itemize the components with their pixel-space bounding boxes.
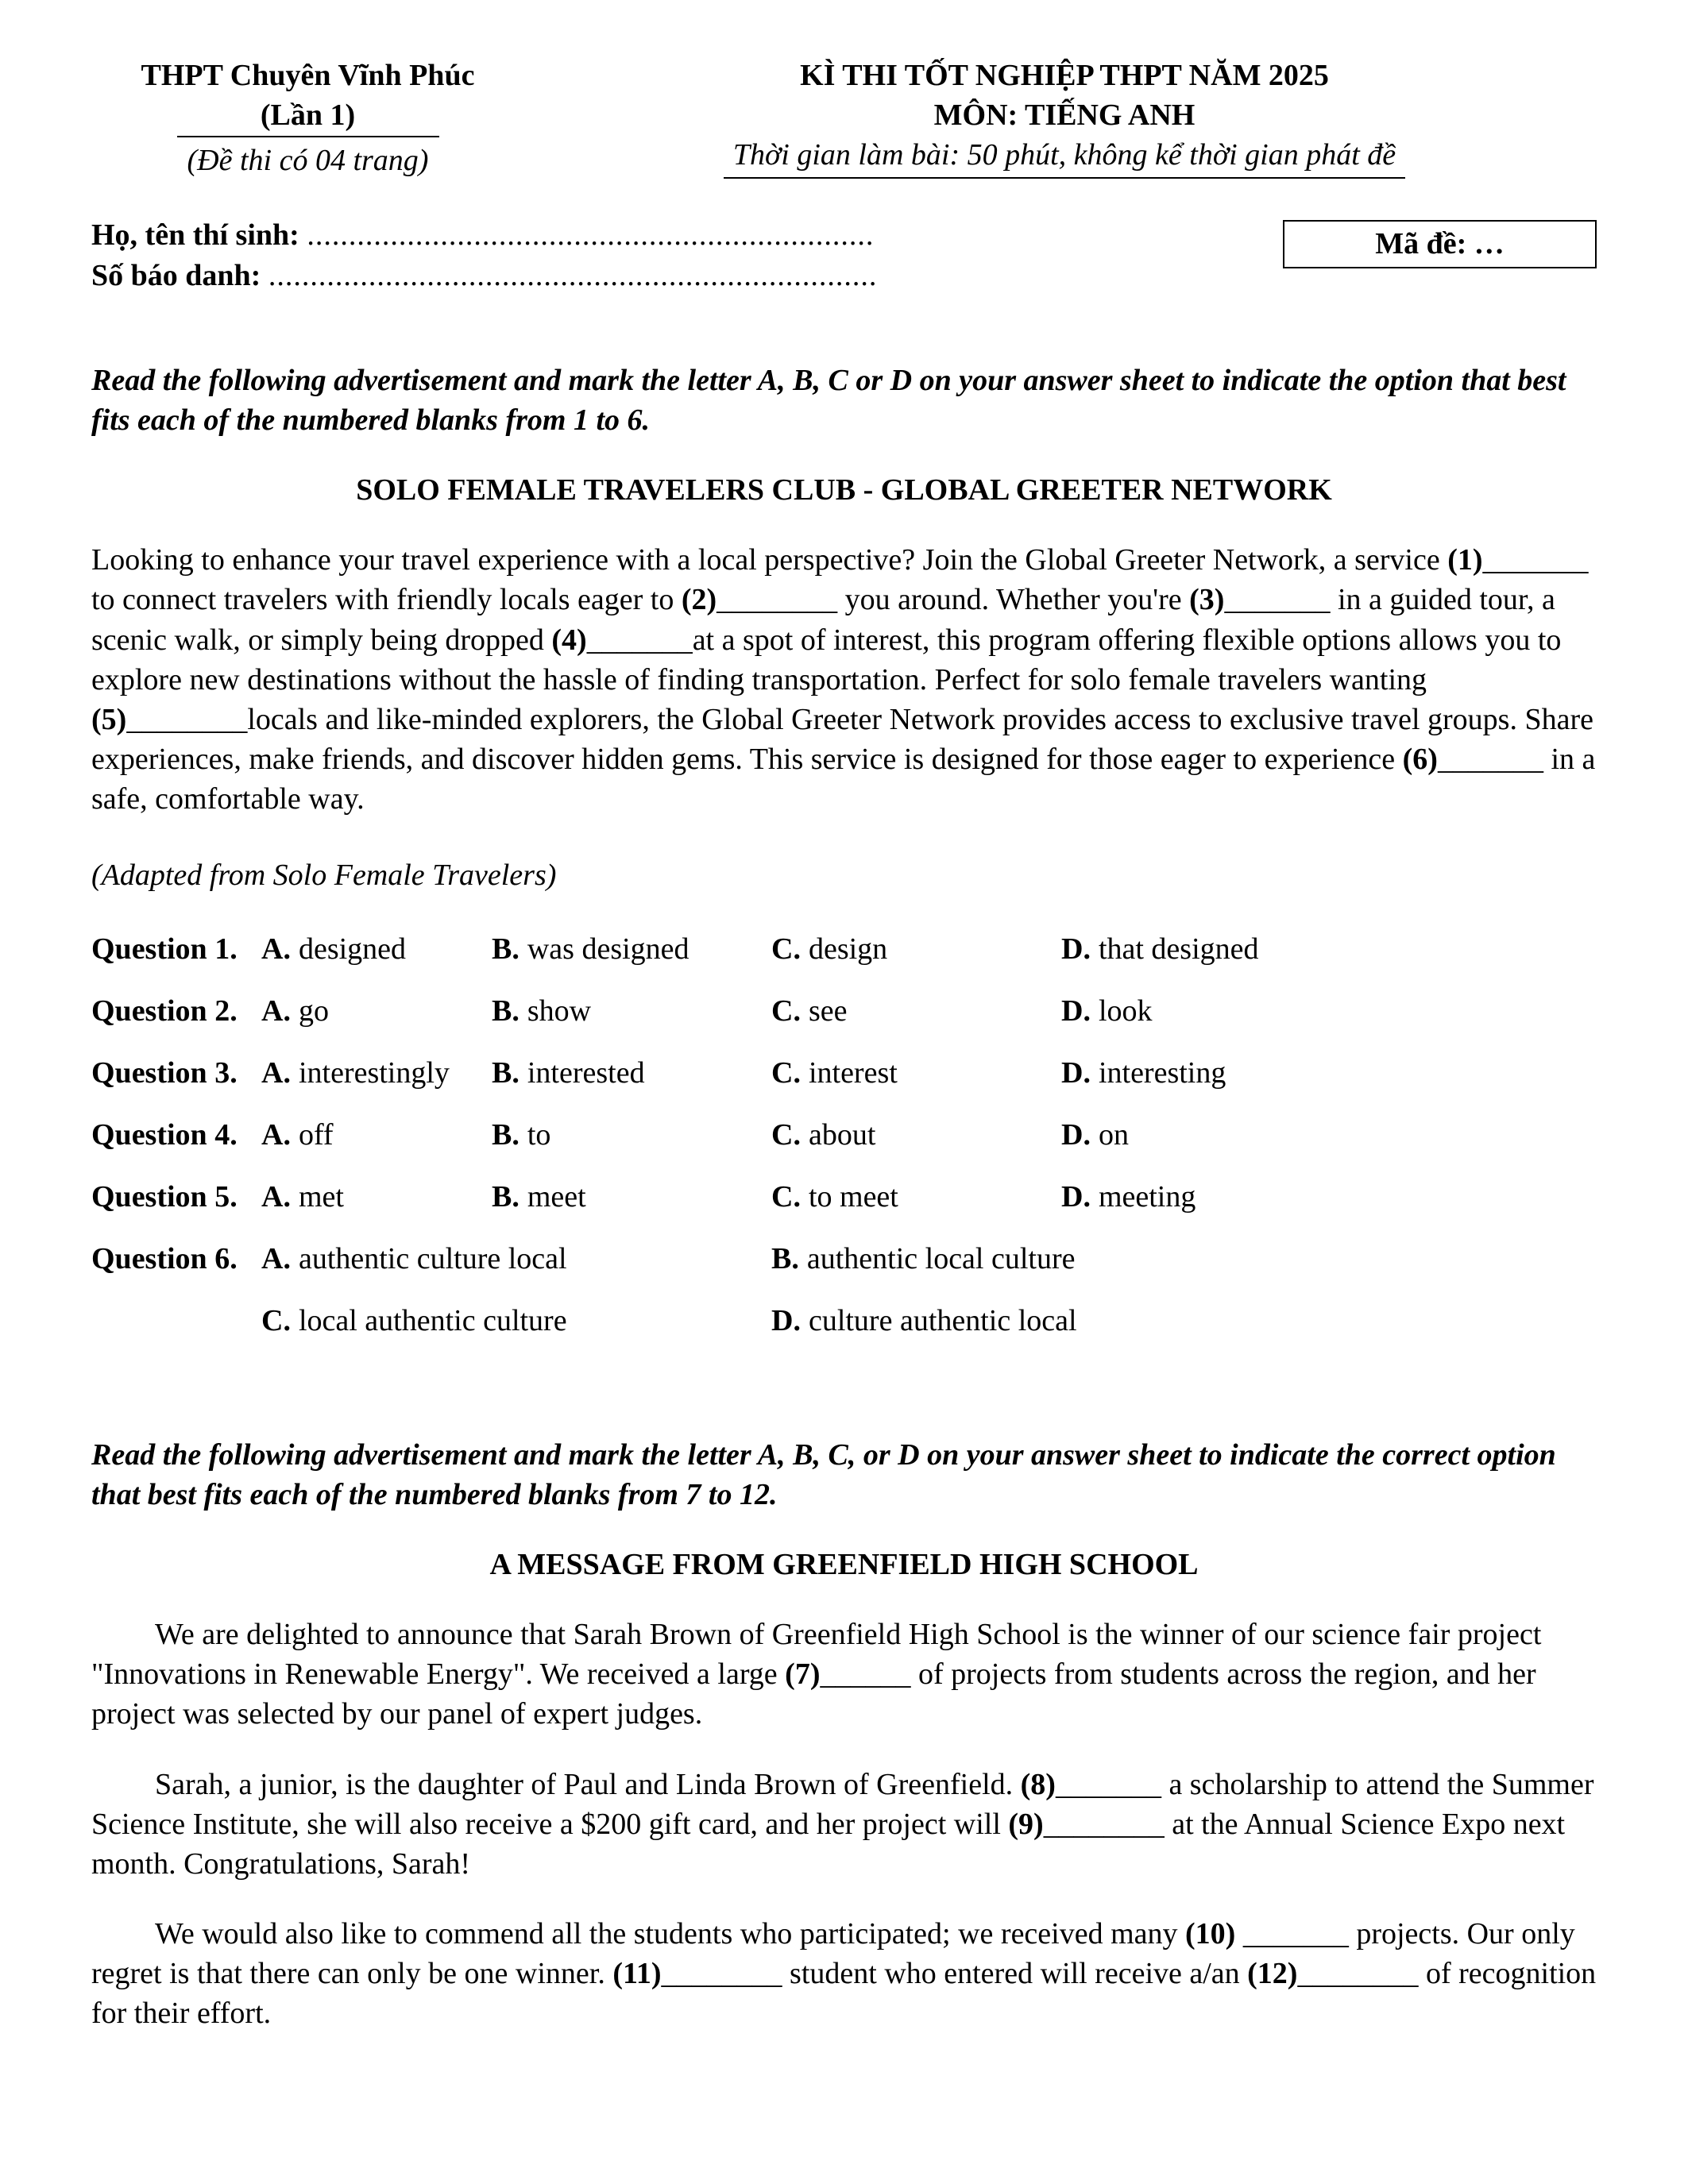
option-text: local authentic culture	[298, 1304, 567, 1338]
candidate-info-row	[91, 215, 1597, 295]
school-block	[91, 56, 524, 180]
option-text: authentic culture local	[298, 1242, 567, 1276]
option-letter: C.	[771, 1055, 801, 1090]
option-letter: C.	[771, 994, 801, 1028]
exam-title-block	[524, 56, 1597, 179]
answer-option-c	[771, 1115, 1061, 1155]
answer-option-b	[771, 1239, 1597, 1279]
answer-option-b	[492, 991, 771, 1031]
option-text: was designed	[527, 932, 689, 966]
option-letter: B.	[492, 994, 520, 1028]
answer-option-d	[1061, 929, 1597, 969]
question-row-3	[91, 1053, 1597, 1093]
option-letter: C.	[261, 1304, 291, 1338]
option-text: designed	[298, 932, 407, 966]
question-row-5	[91, 1177, 1597, 1217]
exam-subject: MÔN: TIẾNG ANH	[933, 98, 1196, 133]
question-label: Question 6.	[91, 1242, 238, 1276]
option-letter: A.	[261, 1180, 291, 1214]
duration-underline	[724, 177, 1405, 179]
question-label: Question 1.	[91, 932, 238, 966]
option-letter: D.	[1061, 994, 1091, 1028]
option-letter: B.	[492, 932, 520, 966]
question-row-1	[91, 929, 1597, 969]
option-text: look	[1098, 994, 1153, 1028]
option-text: off	[298, 1117, 334, 1152]
answer-option-d	[771, 1301, 1597, 1341]
question-label: Question 4.	[91, 1117, 238, 1152]
section-2	[91, 1435, 1597, 2034]
answer-option-b	[492, 1177, 771, 1217]
section-1-title: SOLO FEMALE TRAVELERS CLUB - GLOBAL GREETER NETWORK	[356, 473, 1332, 507]
candidate-id-label: Số báo danh:	[91, 258, 261, 292]
option-letter: A.	[261, 994, 291, 1028]
exam-duration: Thời gian làm bài: 50 phút, không kể thời gian phát đề	[732, 138, 1396, 172]
option-letter: B.	[492, 1117, 520, 1152]
answer-option-c	[771, 1053, 1061, 1093]
option-letter: B.	[771, 1242, 799, 1276]
answer-option-c	[261, 1301, 771, 1341]
answer-option-c	[771, 1177, 1061, 1217]
option-letter: D.	[1061, 1117, 1091, 1152]
option-letter: A.	[261, 932, 291, 966]
answer-option-a	[261, 1239, 771, 1279]
option-letter: D.	[1061, 932, 1091, 966]
answer-option-a	[261, 1053, 492, 1093]
answer-option-b	[492, 1053, 771, 1093]
option-letter: C.	[771, 932, 801, 966]
pages-note: (Đề thi có 04 trang)	[187, 144, 429, 178]
section-2-title: A MESSAGE FROM GREENFIELD HIGH SCHOOL	[489, 1547, 1199, 1581]
answer-option-c	[771, 929, 1061, 969]
option-text: authentic local culture	[806, 1242, 1076, 1276]
answer-option-b	[492, 1115, 771, 1155]
option-text: interested	[527, 1055, 645, 1090]
answer-option-b	[492, 929, 771, 969]
option-text: go	[298, 994, 329, 1028]
option-text: show	[527, 994, 592, 1028]
candidate-id-blank: .........................................................................	[268, 258, 878, 292]
answer-option-d	[1061, 1115, 1597, 1155]
section-2-paragraph-1: We are delighted to announce that Sarah Brown of Greenfield High School is the winner of our science fair project "Innovations in Renewable Energy". We received a large (7)______ of projects from students across the region, and her project was selected by our panel of expert judges.	[91, 1618, 1542, 1731]
option-letter: C.	[771, 1117, 801, 1152]
answer-option-a	[261, 1177, 492, 1217]
option-text: on	[1098, 1117, 1129, 1152]
option-text: to meet	[808, 1180, 898, 1214]
option-text: meet	[527, 1180, 586, 1214]
option-letter: D.	[771, 1304, 801, 1338]
option-text: interesting	[1098, 1055, 1226, 1090]
answer-option-d	[1061, 1177, 1597, 1217]
option-letter: C.	[771, 1180, 801, 1214]
option-letter: A.	[261, 1117, 291, 1152]
section-1-questions	[91, 929, 1597, 1341]
question-row-6-line-2	[91, 1301, 1597, 1341]
section-1	[91, 361, 1597, 1341]
option-text: interest	[808, 1055, 898, 1090]
question-label-spacer	[91, 1301, 261, 1341]
answer-option-a	[261, 1115, 492, 1155]
exam-round: (Lần 1)	[177, 95, 439, 137]
candidate-fields	[91, 215, 1283, 295]
candidate-name-line	[91, 215, 1283, 255]
option-text: met	[298, 1180, 344, 1214]
question-label: Question 3.	[91, 1055, 238, 1090]
option-text: design	[808, 932, 888, 966]
option-letter: A.	[261, 1242, 291, 1276]
option-text: to	[527, 1117, 551, 1152]
answer-option-a	[261, 991, 492, 1031]
question-label: Question 5.	[91, 1180, 238, 1214]
question-row-6-line-1	[91, 1239, 1597, 1279]
candidate-id-line	[91, 256, 1283, 295]
exam-code-box	[1283, 220, 1597, 268]
candidate-name-label: Họ, tên thí sinh:	[91, 218, 299, 253]
option-letter: B.	[492, 1180, 520, 1214]
question-row-2	[91, 991, 1597, 1031]
section-1-instruction: Read the following advertisement and mark the letter A, B, C or D on your answer sheet to indicate the option that best fits each of the numbered blanks from 1 to 6.	[91, 363, 1566, 437]
exam-code-label: Mã đề: …	[1375, 227, 1505, 261]
section-2-paragraph-2: Sarah, a junior, is the daughter of Paul and Linda Brown of Greenfield. (8)_______ a scholarship to attend the Summer Science Institute, she will also receive a $200 gift card, and her project will (9)________ at the Annual Science Expo next month. Congratulations, Sarah!	[91, 1767, 1594, 1881]
option-text: about	[808, 1117, 876, 1152]
answer-option-d	[1061, 1053, 1597, 1093]
answer-option-a	[261, 929, 492, 969]
option-letter: D.	[1061, 1180, 1091, 1214]
option-letter: D.	[1061, 1055, 1091, 1090]
option-letter: B.	[492, 1055, 520, 1090]
exam-header	[91, 56, 1597, 180]
answer-option-c	[771, 991, 1061, 1031]
option-text: that designed	[1098, 932, 1259, 966]
question-label: Question 2.	[91, 994, 238, 1028]
candidate-name-blank: ....................................................................	[307, 218, 875, 253]
answer-option-d	[1061, 991, 1597, 1031]
option-text: interestingly	[298, 1055, 450, 1090]
exam-round-wrap	[91, 95, 524, 137]
school-name: THPT Chuyên Vĩnh Phúc	[141, 59, 475, 92]
option-text: see	[808, 994, 848, 1028]
option-text: meeting	[1098, 1180, 1196, 1214]
section-1-source: (Adapted from Solo Female Travelers)	[91, 859, 557, 893]
section-1-passage: Looking to enhance your travel experience with a local perspective? Join the Global Greeter Network, a service (1)_______ to connect travelers with friendly locals eager to (2)________ you around. Whether you're (3)_______ in a guided tour, a scenic walk, or simply being dropped (4)_______at a spot of interest, this program offering flexible options allows you to explore new destinations without the hassle of finding transportation. Perfect for solo female travelers wanting (5)________locals and like-minded explorers, the Global Greeter Network provides access to exclusive travel groups. Share experiences, make friends, and discover hidden gems. This service is designed for those eager to experience (6)_______ in a safe, comfortable way.	[91, 543, 1596, 816]
option-text: culture authentic local	[808, 1304, 1077, 1338]
question-row-4	[91, 1115, 1597, 1155]
exam-title: KÌ THI TỐT NGHIỆP THPT NĂM 2025	[800, 59, 1329, 92]
option-letter: A.	[261, 1055, 291, 1090]
section-2-instruction: Read the following advertisement and mark the letter A, B, C, or D on your answer sheet to indicate the correct option that best fits each of the numbered blanks from 7 to 12.	[91, 1437, 1556, 1511]
section-2-paragraph-3: We would also like to commend all the students who participated; we received many (10) _______ projects. Our only regret is that there can only be one winner. (11)________ student who entered will receive a/an (12)________ of recognition for their effort.	[91, 1917, 1597, 2031]
